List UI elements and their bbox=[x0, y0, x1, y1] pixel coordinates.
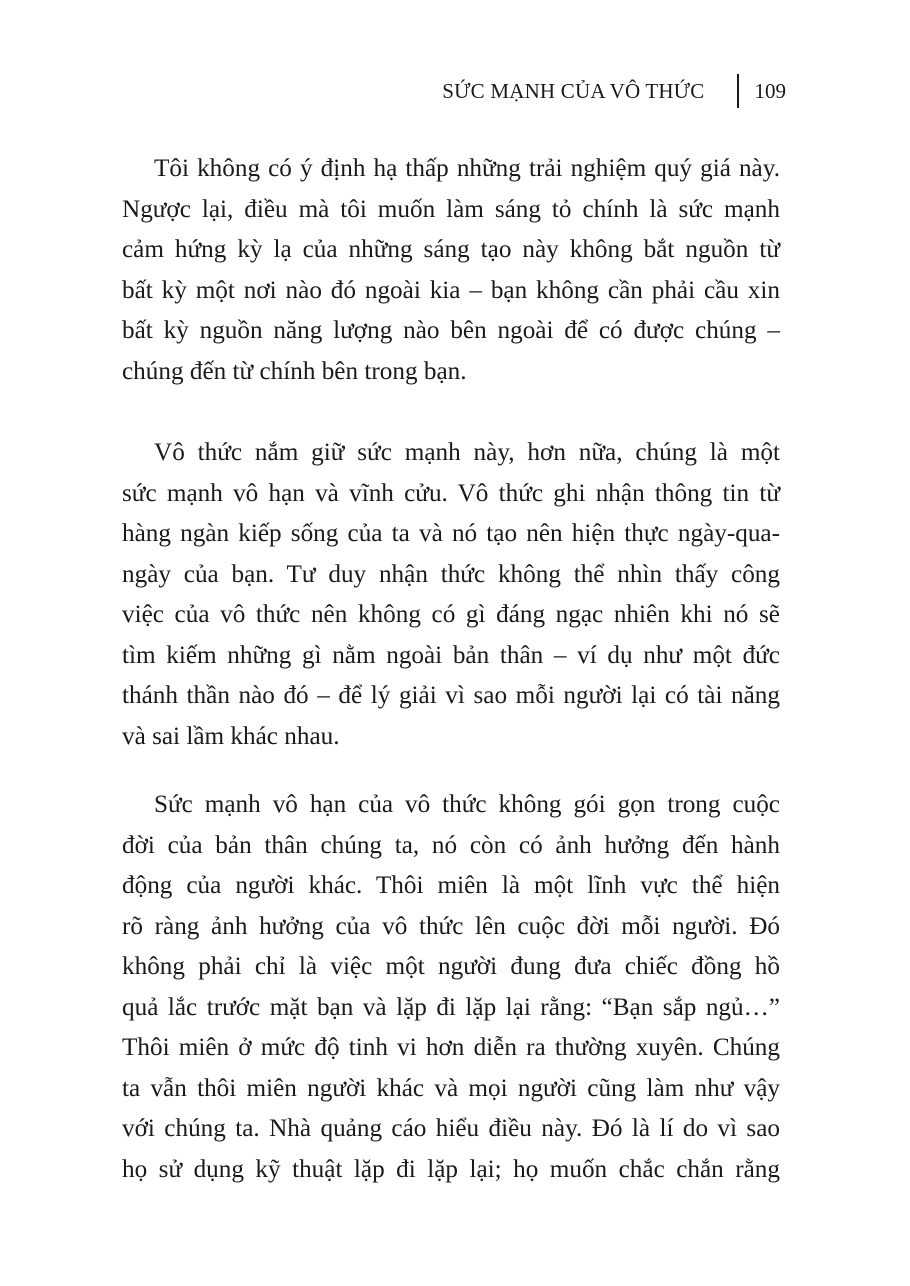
text-line: hàng ngàn kiếp sống của ta và nó tạo nên hiện thực ngày-qua- bbox=[122, 520, 780, 547]
paragraph-gap bbox=[122, 392, 780, 433]
text-line: ta vẫn thôi miên người khác và mọi người cũng làm như vậy bbox=[122, 1074, 780, 1102]
text-line: cảm hứng kỳ lạ của những sáng tạo này không bắt nguồn từ bbox=[122, 236, 780, 263]
text-line: thánh thần nào đó – để lý giải vì sao mỗi người lại có tài năng bbox=[122, 682, 780, 709]
text-line: không phải chỉ là việc một người đung đưa chiếc đồng hồ bbox=[122, 953, 780, 980]
paragraph-2 bbox=[122, 433, 780, 757]
text-line: đời của bản thân chúng ta, nó còn có ảnh hưởng đến hành bbox=[122, 831, 780, 859]
chapter-title: SỨC MẠNH CỦA VÔ THỨC bbox=[442, 78, 705, 103]
text-line: và sai lầm khác nhau. bbox=[122, 722, 340, 750]
text-line: Vô thức nắm giữ sức mạnh này, hơn nữa, chúng là một bbox=[154, 439, 780, 466]
text-line: tìm kiếm những gì nằm ngoài bản thân – ví dụ như một đức bbox=[122, 641, 780, 669]
text-line: bất kỳ nguồn năng lượng nào bên ngoài để có được chúng – bbox=[122, 317, 780, 344]
text-line: Tôi không có ý định hạ thấp những trải nghiệm quý giá này. bbox=[154, 155, 780, 182]
text-line: Thôi miên ở mức độ tinh vi hơn diễn ra thường xuyên. Chúng bbox=[122, 1034, 780, 1061]
text-line: quả lắc trước mặt bạn và lặp đi lặp lại rằng: “Bạn sắp ngủ…” bbox=[122, 993, 780, 1021]
text-line: sức mạnh vô hạn và vĩnh cửu. Vô thức ghi nhận thông tin từ bbox=[122, 479, 780, 507]
text-line: rõ ràng ảnh hưởng của vô thức lên cuộc đời mỗi người. Đó bbox=[122, 912, 780, 940]
text-line: với chúng ta. Nhà quảng cáo hiểu điều này. Đó là lí do vì sao bbox=[122, 1115, 780, 1142]
text-line: chúng đến từ chính bên trong bạn. bbox=[122, 357, 467, 385]
text-line: ngày của bạn. Tư duy nhận thức không thể nhìn thấy công bbox=[122, 560, 780, 588]
paragraph-3 bbox=[122, 785, 780, 1190]
text-line: việc của vô thức nên không có gì đáng ngạc nhiên khi nó sẽ bbox=[122, 601, 780, 628]
header-divider bbox=[737, 74, 739, 108]
text-line: Sức mạnh vô hạn của vô thức không gói gọn trong cuộc bbox=[154, 791, 780, 818]
text-line: họ sử dụng kỹ thuật lặp đi lặp lại; họ muốn chắc chắn rằng bbox=[122, 1155, 780, 1183]
text-line: Ngược lại, điều mà tôi muốn làm sáng tỏ chính là sức mạnh bbox=[122, 195, 780, 223]
paragraph-gap bbox=[122, 757, 780, 785]
page-number: 109 bbox=[754, 78, 786, 103]
body-text bbox=[122, 149, 780, 1190]
running-header bbox=[442, 74, 786, 108]
paragraph-1 bbox=[122, 149, 780, 392]
text-line: bất kỳ một nơi nào đó ngoài kia – bạn không cần phải cầu xin bbox=[122, 276, 780, 304]
text-line: động của người khác. Thôi miên là một lĩnh vực thể hiện bbox=[122, 872, 780, 899]
